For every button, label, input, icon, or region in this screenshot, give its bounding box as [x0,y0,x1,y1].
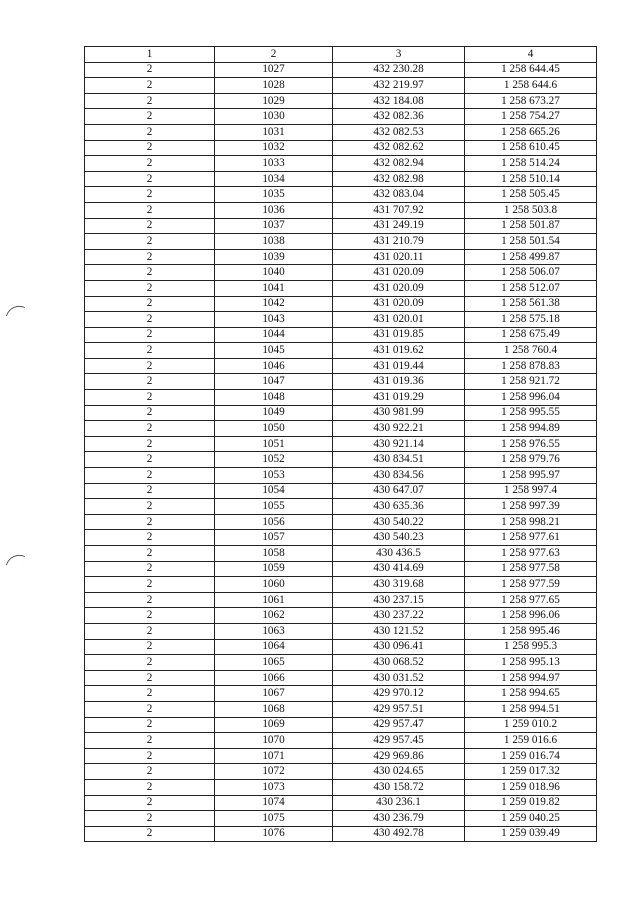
x-coordinate-cell: 432 082.94 [333,156,465,172]
zone-cell: 2 [85,187,215,203]
point-number-cell: 1049 [215,405,333,421]
table-row [85,468,597,484]
x-coordinate-cell: 430 096.41 [333,639,465,655]
table-row [85,748,597,764]
zone-cell: 2 [85,733,215,749]
x-coordinate-cell: 431 020.09 [333,265,465,281]
y-coordinate-cell: 1 258 514.24 [465,156,597,172]
y-coordinate-cell: 1 258 921.72 [465,374,597,390]
table-row [85,374,597,390]
zone-cell: 2 [85,561,215,577]
x-coordinate-cell: 430 237.15 [333,592,465,608]
y-coordinate-cell: 1 259 010.2 [465,717,597,733]
x-coordinate-cell: 432 082.98 [333,171,465,187]
y-coordinate-cell: 1 258 996.06 [465,608,597,624]
y-coordinate-cell: 1 259 018.96 [465,779,597,795]
x-coordinate-cell: 430 540.23 [333,530,465,546]
point-number-cell: 1033 [215,156,333,172]
point-number-cell: 1059 [215,561,333,577]
zone-cell: 2 [85,530,215,546]
y-coordinate-cell: 1 259 040.25 [465,811,597,827]
zone-cell: 2 [85,639,215,655]
point-number-cell: 1069 [215,717,333,733]
scan-artifact-mark-upper [6,302,25,321]
x-coordinate-cell: 430 922.21 [333,421,465,437]
point-number-cell: 1030 [215,109,333,125]
table-row [85,701,597,717]
table-row [85,343,597,359]
table-row [85,78,597,94]
point-number-cell: 1065 [215,655,333,671]
table-header-row [85,47,597,63]
y-coordinate-cell: 1 258 673.27 [465,93,597,109]
table-row [85,811,597,827]
point-number-cell: 1058 [215,546,333,562]
zone-cell: 2 [85,623,215,639]
table-row [85,499,597,515]
table-row [85,733,597,749]
y-coordinate-cell: 1 258 995.55 [465,405,597,421]
point-number-cell: 1055 [215,499,333,515]
point-number-cell: 1070 [215,733,333,749]
zone-cell: 2 [85,686,215,702]
zone-cell: 2 [85,390,215,406]
zone-cell: 2 [85,405,215,421]
point-number-cell: 1067 [215,686,333,702]
x-coordinate-cell: 431 210.79 [333,234,465,250]
x-coordinate-cell: 429 957.45 [333,733,465,749]
zone-cell: 2 [85,156,215,172]
x-coordinate-cell: 432 082.62 [333,140,465,156]
x-coordinate-cell: 430 834.56 [333,468,465,484]
point-number-cell: 1071 [215,748,333,764]
zone-cell: 2 [85,358,215,374]
point-number-cell: 1061 [215,592,333,608]
y-coordinate-cell: 1 258 675.49 [465,327,597,343]
table-row [85,717,597,733]
x-coordinate-cell: 431 020.11 [333,249,465,265]
coordinates-table [84,46,597,842]
point-number-cell: 1046 [215,358,333,374]
zone-cell: 2 [85,78,215,94]
y-coordinate-cell: 1 258 995.97 [465,468,597,484]
zone-cell: 2 [85,218,215,234]
y-coordinate-cell: 1 259 016.6 [465,733,597,749]
y-coordinate-cell: 1 258 644.45 [465,62,597,78]
point-number-cell: 1043 [215,312,333,328]
table-row [85,577,597,593]
y-coordinate-cell: 1 259 019.82 [465,795,597,811]
y-coordinate-cell: 1 258 977.58 [465,561,597,577]
x-coordinate-cell: 430 414.69 [333,561,465,577]
table-row [85,249,597,265]
table-row [85,187,597,203]
x-coordinate-cell: 430 024.65 [333,764,465,780]
y-coordinate-cell: 1 258 505.45 [465,187,597,203]
zone-cell: 2 [85,499,215,515]
zone-cell: 2 [85,296,215,312]
point-number-cell: 1050 [215,421,333,437]
table-row [85,312,597,328]
point-number-cell: 1047 [215,374,333,390]
table-row [85,280,597,296]
y-coordinate-cell: 1 258 503.8 [465,202,597,218]
x-coordinate-cell: 430 236.1 [333,795,465,811]
zone-cell: 2 [85,124,215,140]
table-row [85,234,597,250]
zone-cell: 2 [85,343,215,359]
table-row [85,358,597,374]
point-number-cell: 1041 [215,280,333,296]
y-coordinate-cell: 1 258 994.51 [465,701,597,717]
zone-cell: 2 [85,452,215,468]
y-coordinate-cell: 1 258 995.13 [465,655,597,671]
x-coordinate-cell: 432 230.28 [333,62,465,78]
scan-artifact-mark-lower [6,551,25,570]
y-coordinate-cell: 1 258 995.3 [465,639,597,655]
y-coordinate-cell: 1 258 976.55 [465,436,597,452]
zone-cell: 2 [85,795,215,811]
y-coordinate-cell: 1 258 754.27 [465,109,597,125]
y-coordinate-cell: 1 258 512.07 [465,280,597,296]
y-coordinate-cell: 1 258 994.89 [465,421,597,437]
point-number-cell: 1037 [215,218,333,234]
y-coordinate-cell: 1 259 016.74 [465,748,597,764]
y-coordinate-cell: 1 258 998.21 [465,514,597,530]
y-coordinate-cell: 1 258 610.45 [465,140,597,156]
zone-cell: 2 [85,764,215,780]
zone-cell: 2 [85,811,215,827]
zone-cell: 2 [85,608,215,624]
y-coordinate-cell: 1 258 760.4 [465,343,597,359]
zone-cell: 2 [85,701,215,717]
point-number-cell: 1060 [215,577,333,593]
zone-cell: 2 [85,546,215,562]
table-row [85,171,597,187]
zone-cell: 2 [85,327,215,343]
zone-cell: 2 [85,171,215,187]
point-number-cell: 1034 [215,171,333,187]
y-coordinate-cell: 1 258 997.4 [465,483,597,499]
x-coordinate-cell: 430 647.07 [333,483,465,499]
zone-cell: 2 [85,717,215,733]
x-coordinate-cell: 430 031.52 [333,670,465,686]
point-number-cell: 1029 [215,93,333,109]
x-coordinate-cell: 431 020.09 [333,296,465,312]
y-coordinate-cell: 1 258 995.46 [465,623,597,639]
y-coordinate-cell: 1 258 575.18 [465,312,597,328]
point-number-cell: 1038 [215,234,333,250]
x-coordinate-cell: 431 019.29 [333,390,465,406]
y-coordinate-cell: 1 258 561.38 [465,296,597,312]
point-number-cell: 1052 [215,452,333,468]
point-number-cell: 1075 [215,811,333,827]
zone-cell: 2 [85,779,215,795]
point-number-cell: 1027 [215,62,333,78]
zone-cell: 2 [85,109,215,125]
zone-cell: 2 [85,592,215,608]
x-coordinate-cell: 431 019.44 [333,358,465,374]
y-coordinate-cell: 1 258 997.39 [465,499,597,515]
x-coordinate-cell: 430 237.22 [333,608,465,624]
x-coordinate-cell: 432 184.08 [333,93,465,109]
point-number-cell: 1036 [215,202,333,218]
point-number-cell: 1035 [215,187,333,203]
table-row [85,530,597,546]
y-coordinate-cell: 1 258 994.65 [465,686,597,702]
zone-cell: 2 [85,421,215,437]
x-coordinate-cell: 430 319.68 [333,577,465,593]
table-row [85,608,597,624]
zone-cell: 2 [85,748,215,764]
point-number-cell: 1045 [215,343,333,359]
zone-cell: 2 [85,483,215,499]
x-coordinate-cell: 431 019.36 [333,374,465,390]
table-row [85,109,597,125]
point-number-cell: 1057 [215,530,333,546]
point-number-cell: 1051 [215,436,333,452]
point-number-cell: 1039 [215,249,333,265]
zone-cell: 2 [85,265,215,281]
table-body [85,62,597,842]
y-coordinate-cell: 1 258 979.76 [465,452,597,468]
point-number-cell: 1056 [215,514,333,530]
y-coordinate-cell: 1 258 977.59 [465,577,597,593]
zone-cell: 2 [85,140,215,156]
zone-cell: 2 [85,436,215,452]
point-number-cell: 1042 [215,296,333,312]
x-coordinate-cell: 430 492.78 [333,826,465,842]
table-row [85,561,597,577]
y-coordinate-cell: 1 258 977.65 [465,592,597,608]
table-row [85,686,597,702]
x-coordinate-cell: 430 158.72 [333,779,465,795]
y-coordinate-cell: 1 258 977.63 [465,546,597,562]
table-row [85,265,597,281]
y-coordinate-cell: 1 259 039.49 [465,826,597,842]
table-row [85,670,597,686]
zone-cell: 2 [85,234,215,250]
point-number-cell: 1062 [215,608,333,624]
column-header: 2 [215,47,333,63]
zone-cell: 2 [85,374,215,390]
point-number-cell: 1066 [215,670,333,686]
x-coordinate-cell: 431 707.92 [333,202,465,218]
point-number-cell: 1072 [215,764,333,780]
x-coordinate-cell: 430 540.22 [333,514,465,530]
point-number-cell: 1053 [215,468,333,484]
table-row [85,764,597,780]
y-coordinate-cell: 1 258 878.83 [465,358,597,374]
x-coordinate-cell: 431 019.85 [333,327,465,343]
table-row [85,140,597,156]
table-row [85,826,597,842]
table-row [85,327,597,343]
y-coordinate-cell: 1 258 510.14 [465,171,597,187]
x-coordinate-cell: 432 219.97 [333,78,465,94]
y-coordinate-cell: 1 258 977.61 [465,530,597,546]
x-coordinate-cell: 430 436.5 [333,546,465,562]
y-coordinate-cell: 1 258 996.04 [465,390,597,406]
column-header: 1 [85,47,215,63]
x-coordinate-cell: 431 249.19 [333,218,465,234]
point-number-cell: 1048 [215,390,333,406]
zone-cell: 2 [85,312,215,328]
point-number-cell: 1073 [215,779,333,795]
x-coordinate-cell: 429 957.47 [333,717,465,733]
table-row [85,623,597,639]
point-number-cell: 1032 [215,140,333,156]
x-coordinate-cell: 432 082.36 [333,109,465,125]
table-row [85,405,597,421]
y-coordinate-cell: 1 258 501.54 [465,234,597,250]
point-number-cell: 1054 [215,483,333,499]
x-coordinate-cell: 430 068.52 [333,655,465,671]
x-coordinate-cell: 430 921.14 [333,436,465,452]
zone-cell: 2 [85,577,215,593]
table-row [85,202,597,218]
table-row [85,62,597,78]
table-row [85,795,597,811]
column-header: 3 [333,47,465,63]
x-coordinate-cell: 431 020.01 [333,312,465,328]
table-row [85,546,597,562]
y-coordinate-cell: 1 258 994.97 [465,670,597,686]
table-row [85,514,597,530]
x-coordinate-cell: 431 019.62 [333,343,465,359]
point-number-cell: 1040 [215,265,333,281]
point-number-cell: 1031 [215,124,333,140]
x-coordinate-cell: 429 957.51 [333,701,465,717]
y-coordinate-cell: 1 258 665.26 [465,124,597,140]
point-number-cell: 1028 [215,78,333,94]
table-row [85,218,597,234]
x-coordinate-cell: 430 834.51 [333,452,465,468]
table-row [85,483,597,499]
table-row [85,436,597,452]
point-number-cell: 1063 [215,623,333,639]
table-row [85,296,597,312]
zone-cell: 2 [85,468,215,484]
point-number-cell: 1068 [215,701,333,717]
x-coordinate-cell: 430 981.99 [333,405,465,421]
x-coordinate-cell: 432 083.04 [333,187,465,203]
table-row [85,592,597,608]
x-coordinate-cell: 430 121.52 [333,623,465,639]
zone-cell: 2 [85,202,215,218]
table-row [85,93,597,109]
x-coordinate-cell: 430 236.79 [333,811,465,827]
zone-cell: 2 [85,655,215,671]
zone-cell: 2 [85,280,215,296]
zone-cell: 2 [85,249,215,265]
table-row [85,421,597,437]
y-coordinate-cell: 1 259 017.32 [465,764,597,780]
zone-cell: 2 [85,62,215,78]
x-coordinate-cell: 431 020.09 [333,280,465,296]
x-coordinate-cell: 429 969.86 [333,748,465,764]
table-row [85,124,597,140]
table-row [85,655,597,671]
table-row [85,156,597,172]
zone-cell: 2 [85,670,215,686]
x-coordinate-cell: 432 082.53 [333,124,465,140]
x-coordinate-cell: 429 970.12 [333,686,465,702]
column-header: 4 [465,47,597,63]
point-number-cell: 1044 [215,327,333,343]
x-coordinate-cell: 430 635.36 [333,499,465,515]
y-coordinate-cell: 1 258 506.07 [465,265,597,281]
table-row [85,639,597,655]
y-coordinate-cell: 1 258 499.87 [465,249,597,265]
table-row [85,779,597,795]
point-number-cell: 1064 [215,639,333,655]
zone-cell: 2 [85,93,215,109]
point-number-cell: 1076 [215,826,333,842]
point-number-cell: 1074 [215,795,333,811]
zone-cell: 2 [85,826,215,842]
y-coordinate-cell: 1 258 501.87 [465,218,597,234]
table-row [85,390,597,406]
table-row [85,452,597,468]
y-coordinate-cell: 1 258 644.6 [465,78,597,94]
zone-cell: 2 [85,514,215,530]
